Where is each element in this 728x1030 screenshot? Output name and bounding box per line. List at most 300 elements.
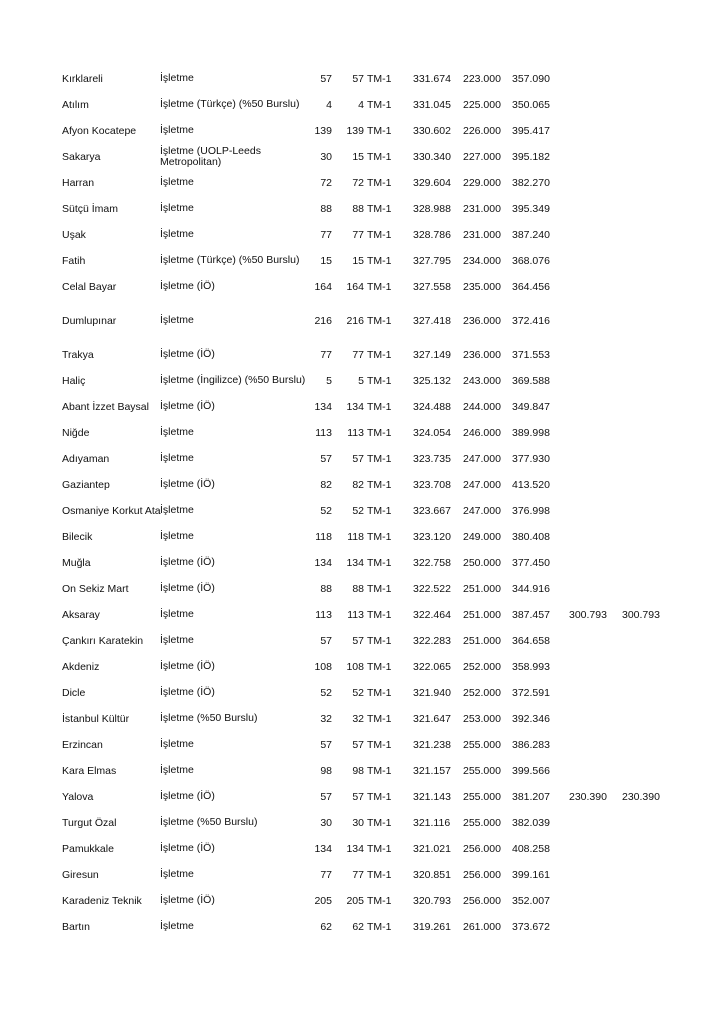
university-name-cell: Karadeniz Teknik <box>62 895 142 907</box>
placed-count-cell: 113 <box>347 609 364 621</box>
placed-count-cell: 134 <box>346 401 364 413</box>
program-name-cell: İşletme (İÖ) <box>160 894 215 906</box>
success-rank-cell: 231.000 <box>463 229 501 241</box>
table-row <box>0 177 728 189</box>
program-name-cell: İşletme <box>160 764 194 776</box>
university-name-cell: Celal Bayar <box>62 281 117 293</box>
success-rank-cell: 244.000 <box>463 401 501 413</box>
success-rank-cell: 236.000 <box>463 349 501 361</box>
success-rank-cell: 255.000 <box>463 817 501 829</box>
program-name-cell: İşletme <box>160 202 194 214</box>
base-rank-cell: 381.207 <box>512 791 550 803</box>
table-row <box>0 557 728 569</box>
success-rank-cell: 256.000 <box>463 895 501 907</box>
university-name-cell: On Sekiz Mart <box>62 583 129 595</box>
university-name-cell: Erzincan <box>62 739 103 751</box>
program-name-cell: İşletme <box>160 72 194 84</box>
base-rank-cell: 368.076 <box>512 255 550 267</box>
program-name-cell: İşletme (İÖ) <box>160 660 215 672</box>
university-name-cell: Giresun <box>62 869 99 881</box>
base-rank-cell: 349.847 <box>512 401 550 413</box>
table-row <box>0 255 728 267</box>
quota-cell: 82 <box>320 479 332 491</box>
min-score-cell: 321.021 <box>413 843 451 855</box>
quota-cell: 32 <box>320 713 332 725</box>
placed-count-cell: 139 <box>346 125 364 137</box>
base-rank-cell: 376.998 <box>512 505 550 517</box>
extra-value-cell: 300.793 <box>569 609 607 621</box>
program-name-cell: İşletme <box>160 634 194 646</box>
success-rank-cell: 227.000 <box>463 151 501 163</box>
table-row <box>0 453 728 465</box>
placed-count-cell: 5 <box>358 375 364 387</box>
quota-cell: 205 <box>314 895 332 907</box>
success-rank-cell: 256.000 <box>463 869 501 881</box>
university-name-cell: İstanbul Kültür <box>62 713 130 725</box>
success-rank-cell: 243.000 <box>463 375 501 387</box>
table-row <box>0 843 728 855</box>
program-name-cell: İşletme <box>160 920 194 932</box>
placed-count-cell: 134 <box>346 843 364 855</box>
quota-cell: 108 <box>314 661 332 673</box>
success-rank-cell: 252.000 <box>463 661 501 673</box>
program-name-cell: İşletme (İÖ) <box>160 842 215 854</box>
score-type-cell: TM-1 <box>367 479 392 491</box>
base-rank-cell: 358.993 <box>512 661 550 673</box>
university-name-cell: Gaziantep <box>62 479 110 491</box>
quota-cell: 88 <box>320 203 332 215</box>
success-rank-cell: 235.000 <box>463 281 501 293</box>
score-type-cell: TM-1 <box>367 921 392 933</box>
quota-cell: 216 <box>314 315 332 327</box>
success-rank-cell: 231.000 <box>463 203 501 215</box>
placed-count-cell: 57 <box>352 739 364 751</box>
base-rank-cell: 352.007 <box>512 895 550 907</box>
placed-count-cell: 30 <box>352 817 364 829</box>
extra-value-cell: 300.793 <box>622 609 660 621</box>
university-name-cell: Sakarya <box>62 151 101 163</box>
table-row <box>0 401 728 413</box>
quota-cell: 57 <box>320 791 332 803</box>
extra-value-cell: 230.390 <box>622 791 660 803</box>
university-name-cell: Harran <box>62 177 95 189</box>
placed-count-cell: 62 <box>352 921 364 933</box>
table-row <box>0 531 728 543</box>
success-rank-cell: 255.000 <box>463 765 501 777</box>
score-type-cell: TM-1 <box>367 453 392 465</box>
score-type-cell: TM-1 <box>367 869 392 881</box>
table-row <box>0 713 728 725</box>
quota-cell: 77 <box>320 349 332 361</box>
base-rank-cell: 395.349 <box>512 203 550 215</box>
score-type-cell: TM-1 <box>367 255 392 267</box>
placed-count-cell: 134 <box>346 557 364 569</box>
quota-cell: 15 <box>320 255 332 267</box>
quota-cell: 164 <box>314 281 332 293</box>
success-rank-cell: 261.000 <box>463 921 501 933</box>
min-score-cell: 325.132 <box>413 375 451 387</box>
quota-cell: 52 <box>320 687 332 699</box>
university-name-cell: Fatih <box>62 255 86 267</box>
min-score-cell: 324.488 <box>413 401 451 413</box>
quota-cell: 62 <box>320 921 332 933</box>
base-rank-cell: 408.258 <box>512 843 550 855</box>
placed-count-cell: 164 <box>346 281 364 293</box>
min-score-cell: 322.283 <box>413 635 451 647</box>
table-row <box>0 281 728 293</box>
score-type-cell: TM-1 <box>367 151 392 163</box>
university-name-cell: Çankırı Karatekin <box>62 635 144 647</box>
score-type-cell: TM-1 <box>367 557 392 569</box>
university-name-cell: Muğla <box>62 557 91 569</box>
program-name-cell: İşletme <box>160 176 194 188</box>
table-row <box>0 583 728 595</box>
quota-cell: 88 <box>320 583 332 595</box>
extra-value-cell: 230.390 <box>569 791 607 803</box>
program-name-cell: İşletme (İÖ) <box>160 478 215 490</box>
score-type-cell: TM-1 <box>367 125 392 137</box>
university-name-cell: Kırklareli <box>62 73 103 85</box>
success-rank-cell: 249.000 <box>463 531 501 543</box>
success-rank-cell: 223.000 <box>463 73 501 85</box>
program-name-cell: İşletme (%50 Burslu) <box>160 816 258 828</box>
university-name-cell: Uşak <box>62 229 86 241</box>
score-type-cell: TM-1 <box>367 583 392 595</box>
university-name-cell: Atılım <box>62 99 89 111</box>
placed-count-cell: 57 <box>352 73 364 85</box>
min-score-cell: 330.602 <box>413 125 451 137</box>
university-name-cell: Dumlupınar <box>62 315 117 327</box>
success-rank-cell: 251.000 <box>463 583 501 595</box>
program-name-cell: İşletme (Türkçe) (%50 Burslu) <box>160 254 300 266</box>
university-name-cell: Turgut Özal <box>62 817 117 829</box>
university-name-cell: Kara Elmas <box>62 765 117 777</box>
quota-cell: 98 <box>320 765 332 777</box>
quota-cell: 134 <box>314 843 332 855</box>
score-type-cell: TM-1 <box>367 817 392 829</box>
placed-count-cell: 88 <box>352 203 364 215</box>
university-name-cell: Pamukkale <box>62 843 114 855</box>
min-score-cell: 324.054 <box>413 427 451 439</box>
score-type-cell: TM-1 <box>367 505 392 517</box>
university-name-cell: Bartın <box>62 921 91 933</box>
base-rank-cell: 387.240 <box>512 229 550 241</box>
placed-count-cell: 15 <box>352 255 364 267</box>
base-rank-cell: 382.270 <box>512 177 550 189</box>
base-rank-cell: 399.566 <box>512 765 550 777</box>
program-name-cell: İşletme <box>160 228 194 240</box>
table-row <box>0 661 728 673</box>
quota-cell: 134 <box>314 557 332 569</box>
placed-count-cell: 82 <box>352 479 364 491</box>
min-score-cell: 328.786 <box>413 229 451 241</box>
min-score-cell: 321.157 <box>413 765 451 777</box>
table-row <box>0 505 728 517</box>
base-rank-cell: 386.283 <box>512 739 550 751</box>
university-name-cell: Osmaniye Korkut Ata <box>62 505 161 517</box>
program-name-cell: İşletme (İÖ) <box>160 400 215 412</box>
program-name-cell: İşletme (İÖ) <box>160 582 215 594</box>
min-score-cell: 321.647 <box>413 713 451 725</box>
table-row <box>0 315 728 327</box>
table-row <box>0 765 728 777</box>
base-rank-cell: 389.998 <box>512 427 550 439</box>
min-score-cell: 323.735 <box>413 453 451 465</box>
university-name-cell: Afyon Kocatepe <box>62 125 137 137</box>
placed-count-cell: 15 <box>352 151 364 163</box>
base-rank-cell: 387.457 <box>512 609 550 621</box>
university-name-cell: Aksaray <box>62 609 100 621</box>
table-row <box>0 479 728 491</box>
placed-count-cell: 52 <box>352 687 364 699</box>
university-name-cell: Yalova <box>62 791 94 803</box>
score-type-cell: TM-1 <box>367 791 392 803</box>
base-rank-cell: 344.916 <box>512 583 550 595</box>
base-rank-cell: 364.456 <box>512 281 550 293</box>
table-row <box>0 817 728 829</box>
program-name-cell: İşletme <box>160 124 194 136</box>
quota-cell: 57 <box>320 73 332 85</box>
placed-count-cell: 52 <box>352 505 364 517</box>
program-name-cell: İşletme (Türkçe) (%50 Burslu) <box>160 98 300 110</box>
placed-count-cell: 72 <box>352 177 364 189</box>
quota-cell: 113 <box>315 427 332 439</box>
base-rank-cell: 372.591 <box>512 687 550 699</box>
base-rank-cell: 395.182 <box>512 151 550 163</box>
program-name-cell: İşletme <box>160 426 194 438</box>
success-rank-cell: 251.000 <box>463 609 501 621</box>
success-rank-cell: 251.000 <box>463 635 501 647</box>
success-rank-cell: 225.000 <box>463 99 501 111</box>
base-rank-cell: 392.346 <box>512 713 550 725</box>
success-rank-cell: 247.000 <box>463 479 501 491</box>
table-row <box>0 921 728 933</box>
success-rank-cell: 250.000 <box>463 557 501 569</box>
score-type-cell: TM-1 <box>367 609 392 621</box>
program-name-cell: İşletme <box>160 868 194 880</box>
success-rank-cell: 253.000 <box>463 713 501 725</box>
quota-cell: 52 <box>320 505 332 517</box>
score-type-cell: TM-1 <box>367 531 392 543</box>
placed-count-cell: 113 <box>347 427 364 439</box>
program-name-cell: İşletme (İÖ) <box>160 280 215 292</box>
min-score-cell: 330.340 <box>413 151 451 163</box>
table-row <box>0 73 728 85</box>
score-type-cell: TM-1 <box>367 73 392 85</box>
min-score-cell: 327.558 <box>413 281 451 293</box>
placed-count-cell: 57 <box>352 635 364 647</box>
base-rank-cell: 369.588 <box>512 375 550 387</box>
min-score-cell: 322.758 <box>413 557 451 569</box>
min-score-cell: 322.065 <box>413 661 451 673</box>
min-score-cell: 320.793 <box>413 895 451 907</box>
base-rank-cell: 395.417 <box>512 125 550 137</box>
university-name-cell: Dicle <box>62 687 86 699</box>
min-score-cell: 323.708 <box>413 479 451 491</box>
success-rank-cell: 226.000 <box>463 125 501 137</box>
min-score-cell: 322.464 <box>413 609 451 621</box>
placed-count-cell: 108 <box>346 661 364 673</box>
placed-count-cell: 57 <box>352 453 364 465</box>
table-row <box>0 349 728 361</box>
base-rank-cell: 380.408 <box>512 531 550 543</box>
quota-cell: 57 <box>320 453 332 465</box>
score-type-cell: TM-1 <box>367 229 392 241</box>
score-type-cell: TM-1 <box>367 281 392 293</box>
table-row <box>0 791 728 803</box>
base-rank-cell: 377.930 <box>512 453 550 465</box>
score-type-cell: TM-1 <box>367 99 392 111</box>
score-type-cell: TM-1 <box>367 713 392 725</box>
table-row <box>0 99 728 111</box>
placed-count-cell: 77 <box>352 229 364 241</box>
score-type-cell: TM-1 <box>367 349 392 361</box>
quota-cell: 77 <box>320 229 332 241</box>
score-type-cell: TM-1 <box>367 315 392 327</box>
success-rank-cell: 234.000 <box>463 255 501 267</box>
base-rank-cell: 399.161 <box>512 869 550 881</box>
university-name-cell: Niğde <box>62 427 90 439</box>
quota-cell: 5 <box>326 375 332 387</box>
table-row <box>0 687 728 699</box>
score-type-cell: TM-1 <box>367 635 392 647</box>
base-rank-cell: 371.553 <box>512 349 550 361</box>
quota-cell: 139 <box>314 125 332 137</box>
quota-cell: 4 <box>326 99 332 111</box>
score-type-cell: TM-1 <box>367 843 392 855</box>
min-score-cell: 320.851 <box>413 869 451 881</box>
program-name-cell: İşletme <box>160 738 194 750</box>
score-type-cell: TM-1 <box>367 401 392 413</box>
table-row <box>0 229 728 241</box>
table-row <box>0 739 728 751</box>
quota-cell: 72 <box>320 177 332 189</box>
success-rank-cell: 247.000 <box>463 505 501 517</box>
base-rank-cell: 382.039 <box>512 817 550 829</box>
min-score-cell: 331.045 <box>413 99 451 111</box>
min-score-cell: 321.143 <box>413 791 451 803</box>
base-rank-cell: 413.520 <box>512 479 550 491</box>
university-name-cell: Trakya <box>62 349 94 361</box>
placed-count-cell: 77 <box>352 349 364 361</box>
score-type-cell: TM-1 <box>367 177 392 189</box>
quota-cell: 30 <box>320 151 332 163</box>
program-name-cell: İşletme <box>160 504 194 516</box>
min-score-cell: 329.604 <box>413 177 451 189</box>
score-type-cell: TM-1 <box>367 427 392 439</box>
placed-count-cell: 216 <box>346 315 364 327</box>
score-type-cell: TM-1 <box>367 203 392 215</box>
table-row <box>0 635 728 647</box>
university-name-cell: Bilecik <box>62 531 93 543</box>
university-name-cell: Haliç <box>62 375 86 387</box>
min-score-cell: 321.238 <box>413 739 451 751</box>
placed-count-cell: 57 <box>352 791 364 803</box>
placed-count-cell: 32 <box>352 713 364 725</box>
program-name-cell: İşletme (İÖ) <box>160 556 215 568</box>
program-name-cell: İşletme (UOLP-Leeds Metropolitan) <box>160 145 261 168</box>
score-type-cell: TM-1 <box>367 765 392 777</box>
table-row <box>0 125 728 137</box>
score-type-cell: TM-1 <box>367 375 392 387</box>
university-name-cell: Sütçü İmam <box>62 203 119 215</box>
program-name-cell: İşletme (İÖ) <box>160 686 215 698</box>
success-rank-cell: 256.000 <box>463 843 501 855</box>
quota-cell: 57 <box>320 635 332 647</box>
min-score-cell: 331.674 <box>413 73 451 85</box>
table-row <box>0 869 728 881</box>
table-row <box>0 146 728 168</box>
base-rank-cell: 357.090 <box>512 73 550 85</box>
table-row <box>0 427 728 439</box>
score-type-cell: TM-1 <box>367 895 392 907</box>
min-score-cell: 327.418 <box>413 315 451 327</box>
success-rank-cell: 255.000 <box>463 791 501 803</box>
quota-cell: 113 <box>315 609 332 621</box>
success-rank-cell: 255.000 <box>463 739 501 751</box>
quota-cell: 77 <box>320 869 332 881</box>
placed-count-cell: 88 <box>352 583 364 595</box>
base-rank-cell: 350.065 <box>512 99 550 111</box>
table-row <box>0 375 728 387</box>
table-row <box>0 203 728 215</box>
placed-count-cell: 98 <box>352 765 364 777</box>
success-rank-cell: 229.000 <box>463 177 501 189</box>
success-rank-cell: 236.000 <box>463 315 501 327</box>
score-type-cell: TM-1 <box>367 687 392 699</box>
university-name-cell: Abant İzzet Baysal <box>62 401 149 413</box>
program-name-cell: İşletme (İÖ) <box>160 790 215 802</box>
quota-cell: 57 <box>320 739 332 751</box>
min-score-cell: 322.522 <box>413 583 451 595</box>
base-rank-cell: 373.672 <box>512 921 550 933</box>
min-score-cell: 321.940 <box>413 687 451 699</box>
min-score-cell: 327.795 <box>413 255 451 267</box>
base-rank-cell: 372.416 <box>512 315 550 327</box>
success-rank-cell: 252.000 <box>463 687 501 699</box>
min-score-cell: 327.149 <box>413 349 451 361</box>
min-score-cell: 321.116 <box>413 817 451 829</box>
program-name-cell: İşletme (İngilizce) (%50 Burslu) <box>160 374 306 386</box>
program-name-cell: İşletme <box>160 452 194 464</box>
university-name-cell: Akdeniz <box>62 661 100 673</box>
program-name-cell: İşletme <box>160 314 194 326</box>
min-score-cell: 328.988 <box>413 203 451 215</box>
success-rank-cell: 246.000 <box>463 427 501 439</box>
quota-cell: 118 <box>315 531 332 543</box>
placed-count-cell: 118 <box>347 531 364 543</box>
base-rank-cell: 377.450 <box>512 557 550 569</box>
min-score-cell: 323.120 <box>413 531 451 543</box>
placed-count-cell: 205 <box>346 895 364 907</box>
min-score-cell: 323.667 <box>413 505 451 517</box>
placed-count-cell: 77 <box>352 869 364 881</box>
success-rank-cell: 247.000 <box>463 453 501 465</box>
score-type-cell: TM-1 <box>367 739 392 751</box>
base-rank-cell: 364.658 <box>512 635 550 647</box>
program-name-cell: İşletme (İÖ) <box>160 348 215 360</box>
table-row <box>0 895 728 907</box>
program-name-cell: İşletme <box>160 608 194 620</box>
university-name-cell: Adıyaman <box>62 453 110 465</box>
program-name-cell: İşletme <box>160 530 194 542</box>
quota-cell: 30 <box>320 817 332 829</box>
placed-count-cell: 4 <box>358 99 364 111</box>
quota-cell: 134 <box>314 401 332 413</box>
program-name-cell: İşletme (%50 Burslu) <box>160 712 258 724</box>
table-row <box>0 609 728 621</box>
min-score-cell: 319.261 <box>413 921 451 933</box>
